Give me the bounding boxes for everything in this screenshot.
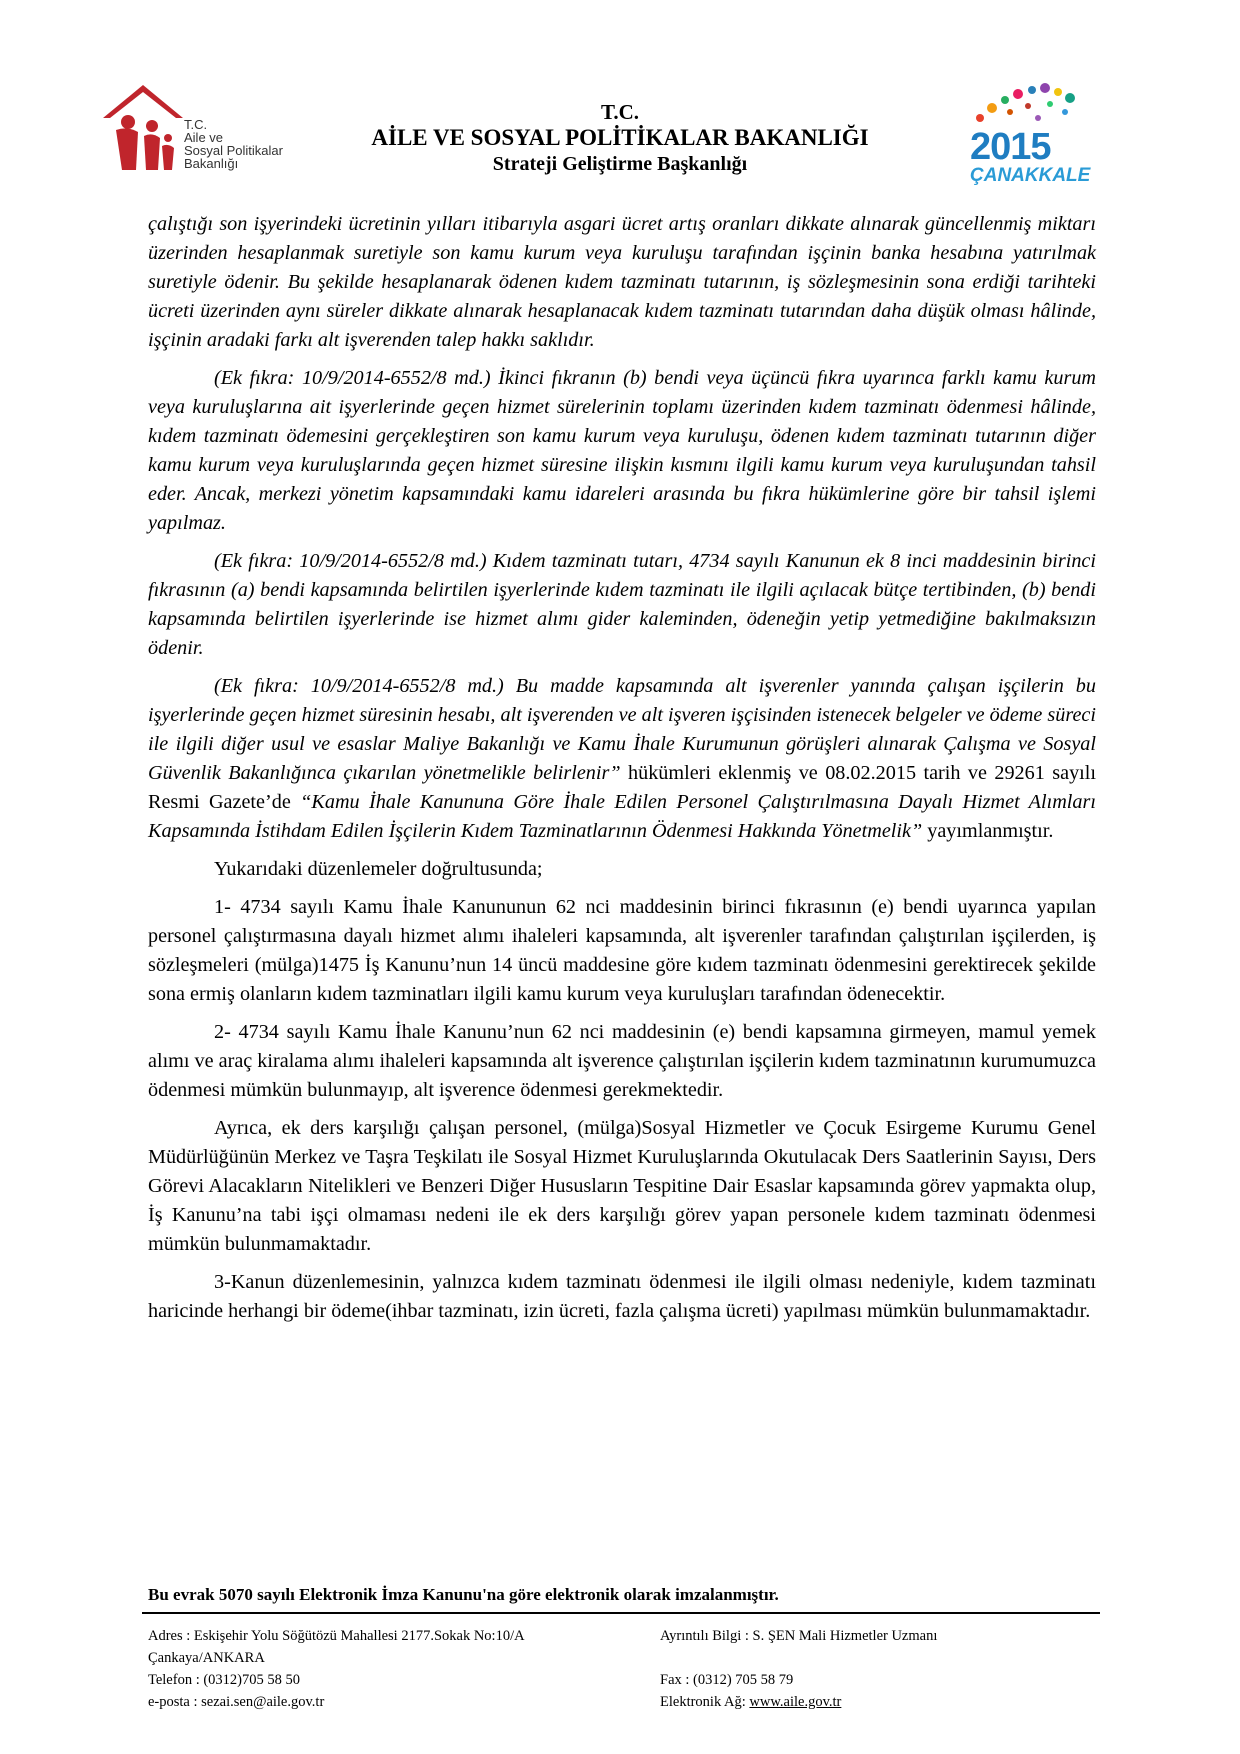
footer-web-row (660, 1691, 1100, 1713)
canakkale-2015-logo (950, 78, 1090, 198)
spacer (660, 1647, 1100, 1669)
footer-address-city: Çankaya/ANKARA (148, 1650, 265, 1666)
paragraph: Ayrıca, ek ders karşılığı çalışan personel, (mülga)Sosyal Hizmetler ve Çocuk Esirgeme Kurumu Genel Müdürlüğünün Merkez ve Taşra Teşkilatı ile Sosyal Hizmet Kuruluşlarında Okutulacak Ders Saatlerinin Sayısı, Ders Görevi Alacakların Nitelikleri ve Benzeri Diğer Hususların Tespitine Dair Esaslar kapsamında görev yapmakta olup, İş Kanunu’na tabi işçi olmaması nedeni ile ek ders karşılığı görev yapan personele kıdem tazminatı ödenmesi mümkün bulunmamaktadır. (148, 1117, 1096, 1255)
logo-city: ÇANAKKALE (970, 165, 1091, 186)
footer-email-row (148, 1691, 648, 1713)
paragraph: (Ek fıkra: 10/9/2014-6552/8 md.) Kıdem tazminatı tutarı, 4734 sayılı Kanunun ek 8 inci maddesinin birinci fıkrasının (a) bendi kapsamında belirtilen işyerlerinde kıdem tazminatı ile ilgili açılacak bütçe tertibinden, (b) bendi kapsamında belirtilen işyerlerinde ise hizmet alımı gider kaleminden, ödeneğin yetip yetmediğine bakılmaksızın ödenir. (148, 550, 1096, 659)
letterhead-title (300, 100, 940, 177)
footer-info (660, 1625, 1100, 1713)
paragraph-text: yayımlanmıştır. (922, 820, 1054, 842)
paragraph: 3-Kanun düzenlemesinin, yalnızca kıdem tazminatı ödenmesi ile ilgili olması nedeniyle, kıdem tazminatı haricinde herhangi bir ödeme(ihbar tazminatı, izin ücreti, fazla çalışma ücreti) yapılması mümkün bulunmamaktadır. (148, 1271, 1096, 1322)
web-label: Elektronik Ağ: (660, 1694, 750, 1710)
logo-text-line: Sosyal Politikalar (184, 143, 283, 158)
paragraph: (Ek fıkra: 10/9/2014-6552/8 md.) İkinci fıkranın (b) bendi veya üçüncü fıkra uyarınca farklı kamu kurum veya kuruluşlarına ait işyerlerinde geçen hizmet sürelerinin toplamı üzerinden kıdem tazminatı ödenmesi hâlinde, kıdem tazminatı ödemesini gerçekleştiren son kamu kurum veya kuruluşu, ödenen kıdem tazminatı tutarının diğer kamu kurum veya kuruluşlarında geçen hizmet süresine ilişkin kısmını ilgili kamu kurum veya kuruluşundan tahsil eder. Ancak, merkezi yönetim kapsamındaki kamu idareleri arasında bu fıkra hükümlerine göre bir tahsil işlemi yapılmaz. (148, 367, 1096, 534)
logo-year: 2015 (970, 126, 1051, 168)
letter-body (148, 210, 1096, 1335)
regulation-title: “Kamu İhale Kanununa Göre İhale Edilen Personel Çalıştırılmasına Dayalı Hizmet Alımları Kapsamında İstihdam Edilen İşçilerin Kıdem Tazminatlarının Ödenmesi Hakkında Yönetmelik” (148, 791, 1096, 842)
footer-fax: Fax : (0312) 705 58 79 (660, 1672, 794, 1688)
canakkale-logo-text (970, 128, 1090, 186)
header-tc: T.C. (600, 100, 640, 124)
paragraph (148, 672, 1096, 846)
email-label: e-posta : (148, 1694, 202, 1710)
web-link[interactable]: www.aile.gov.tr (749, 1694, 842, 1710)
logo-text-line: Aile ve (184, 130, 224, 145)
footer-divider (142, 1612, 1100, 1614)
header-department: Strateji Geliştirme Başkanlığı (492, 153, 748, 175)
paragraph: Yukarıdaki düzenlemeler doğrultusunda; (214, 858, 543, 880)
ministry-logo (98, 80, 298, 190)
footer-phone: Telefon : (0312)705 58 50 (148, 1672, 301, 1688)
quoted-text: (Ek fıkra: 10/9/2014-6552/8 md.) Bu madde kapsamında alt işverenler yanında çalışan işçilerin bu işyerlerinde geçen hizmet süresinin hesabı, alt işverenden ve alt işveren işçisinden istenecek belgeler ve ödeme süreci ile ilgili diğer usul ve esaslar Maliye Bakanlığı ve Kamu İhale Kurumunun görüşleri alınarak Çalışma ve Sosyal Güvenlik Bakanlığınca çıkarılan yönetmelikle belirlenir” (148, 675, 1096, 784)
logo-text-line: T.C. (184, 117, 208, 132)
paragraph: çalıştığı son işyerindeki ücretinin yılları itibarıyla asgari ücret artış oranları dikkate alınarak güncellenmiş miktarı üzerinden hesaplanmak suretiyle son kamu kurum veya kuruluşu tarafından işçinin banka hesabına yatırılmak suretiyle ödenir. Bu şekilde hesaplanarak ödenen kıdem tazminatı tutarının, iş sözleşmesinin sona erdiği tarihteki ücreti üzerinden aynı süreler dikkate alınarak hesaplanacak kıdem tazminatı tutarından daha düşük olması hâlinde, işçinin aradaki farkı alt işverenden talep hakkı saklıdır. (148, 213, 1096, 351)
header-ministry: AİLE VE SOSYAL POLİTİKALAR BAKANLIĞI (371, 125, 869, 150)
paragraph-text: hükümleri eklenmiş ve 08.02.2015 tarih ve 29261 sayılı Resmi Gazete’de (148, 762, 1096, 813)
paragraph: 2- 4734 sayılı Kamu İhale Kanunu’nun 62 nci maddesinin (e) bendi kapsamına girmeyen, mamul yemek alımı ve araç kiralama alımı ihaleleri kapsamında alt işverence çalıştırılan işçilerin kıdem tazminatının kurumumuzca ödenmesi mümkün bulunmayıp, alt işverence ödenmesi gerekmektedir. (148, 1021, 1096, 1101)
footer-contact (148, 1625, 648, 1713)
footer-address: Adres : Eskişehir Yolu Söğütözü Mahallesi 2177.Sokak No:10/A (148, 1628, 525, 1644)
e-signature-note: Bu evrak 5070 sayılı Elektronik İmza Kanunu'na göre elektronik olarak imzalanmıştır. (148, 1585, 779, 1604)
logo-text-line: Bakanlığı (184, 156, 239, 171)
ministry-logo-text (184, 118, 283, 170)
family-house-icon (98, 80, 188, 180)
letterhead (0, 70, 1240, 200)
footer-detail-info: Ayrıntılı Bilgi : S. ŞEN Mali Hizmetler Uzmanı (660, 1628, 938, 1644)
paragraph: 1- 4734 sayılı Kamu İhale Kanununun 62 nci maddesinin birinci fıkrasının (e) bendi uyarınca yapılan personel çalıştırmasına dayalı hizmet alımı ihaleleri kapsamında, alt işverenler tarafından çalıştırılan işçilerden, iş sözleşmeleri (mülga)1475 İş Kanunu’nun 14 üncü maddesine göre kıdem tazminatı ödenmesini gerektirecek şekilde sona ermiş olanların kıdem tazminatları ilgili kamu kurum veya kuruluşları tarafından ödenecektir. (148, 896, 1096, 1005)
email-link[interactable]: sezai.sen@aile.gov.tr (201, 1694, 325, 1710)
